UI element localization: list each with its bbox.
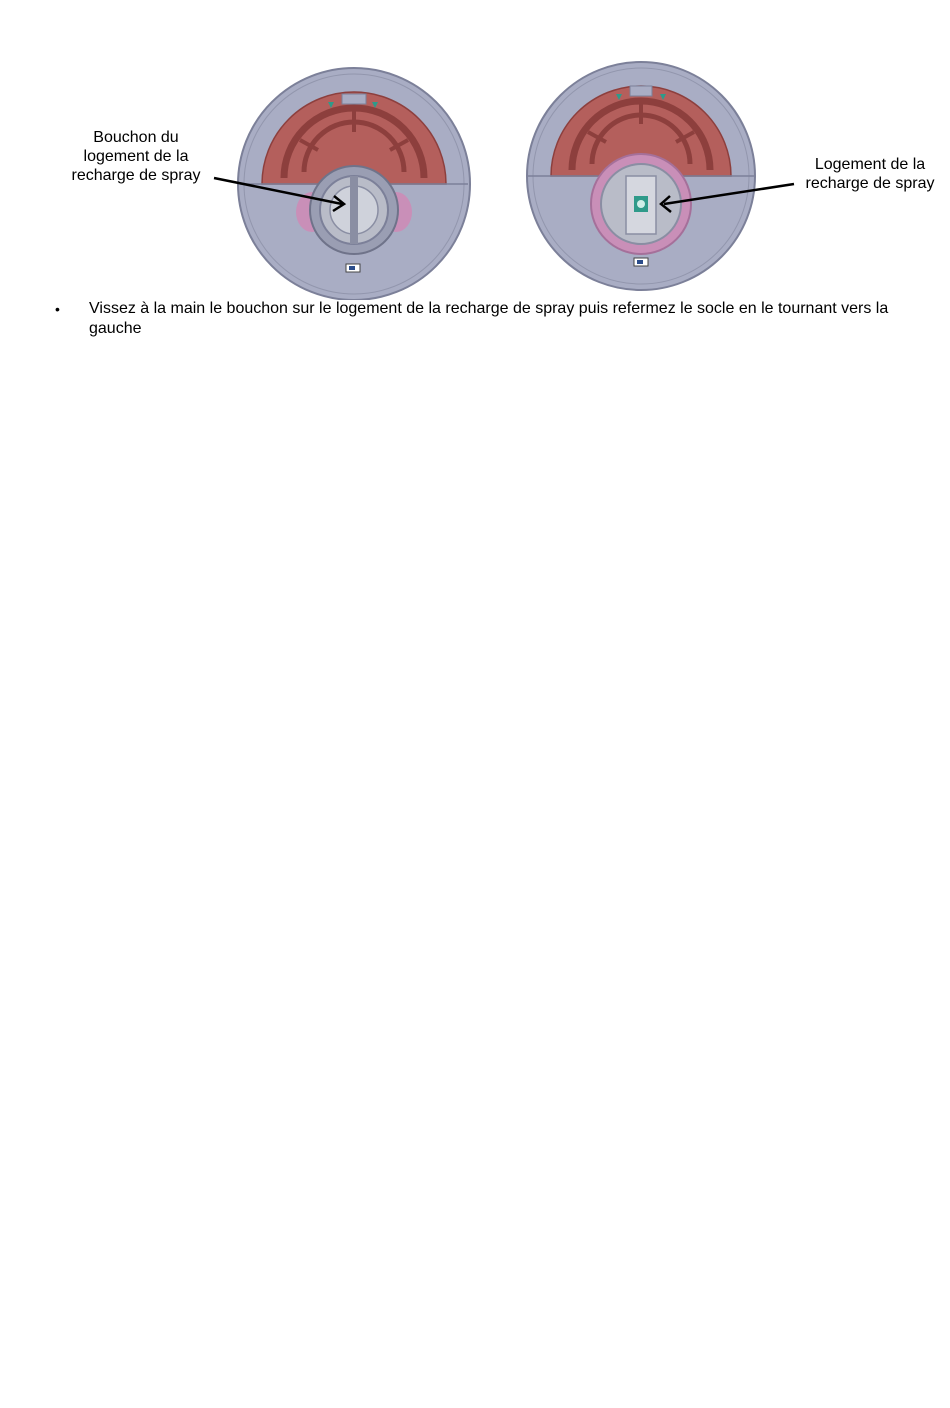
left-callout-label xyxy=(36,128,236,185)
instruction-item xyxy=(52,299,922,339)
left-callout-line-3: recharge de spray xyxy=(71,167,201,184)
right-callout-line-1: Logement de la xyxy=(814,156,926,173)
left-callout-line-2: logement de la xyxy=(83,148,189,165)
right-device-cap-removed xyxy=(527,62,755,290)
instruction-text: Vissez à la main le bouchon sur le logement de la recharge de spray puis refermez le socle en le tournant vers la gauche xyxy=(89,300,889,337)
left-callout-line-1: Bouchon du xyxy=(93,129,179,146)
right-callout-line-2: recharge de spray xyxy=(805,175,935,192)
bullet-icon: • xyxy=(55,301,60,317)
left-device-cap-closed xyxy=(238,68,470,300)
right-callout-label xyxy=(770,155,950,193)
instruction-list xyxy=(52,299,922,339)
device-illustration xyxy=(0,0,950,300)
